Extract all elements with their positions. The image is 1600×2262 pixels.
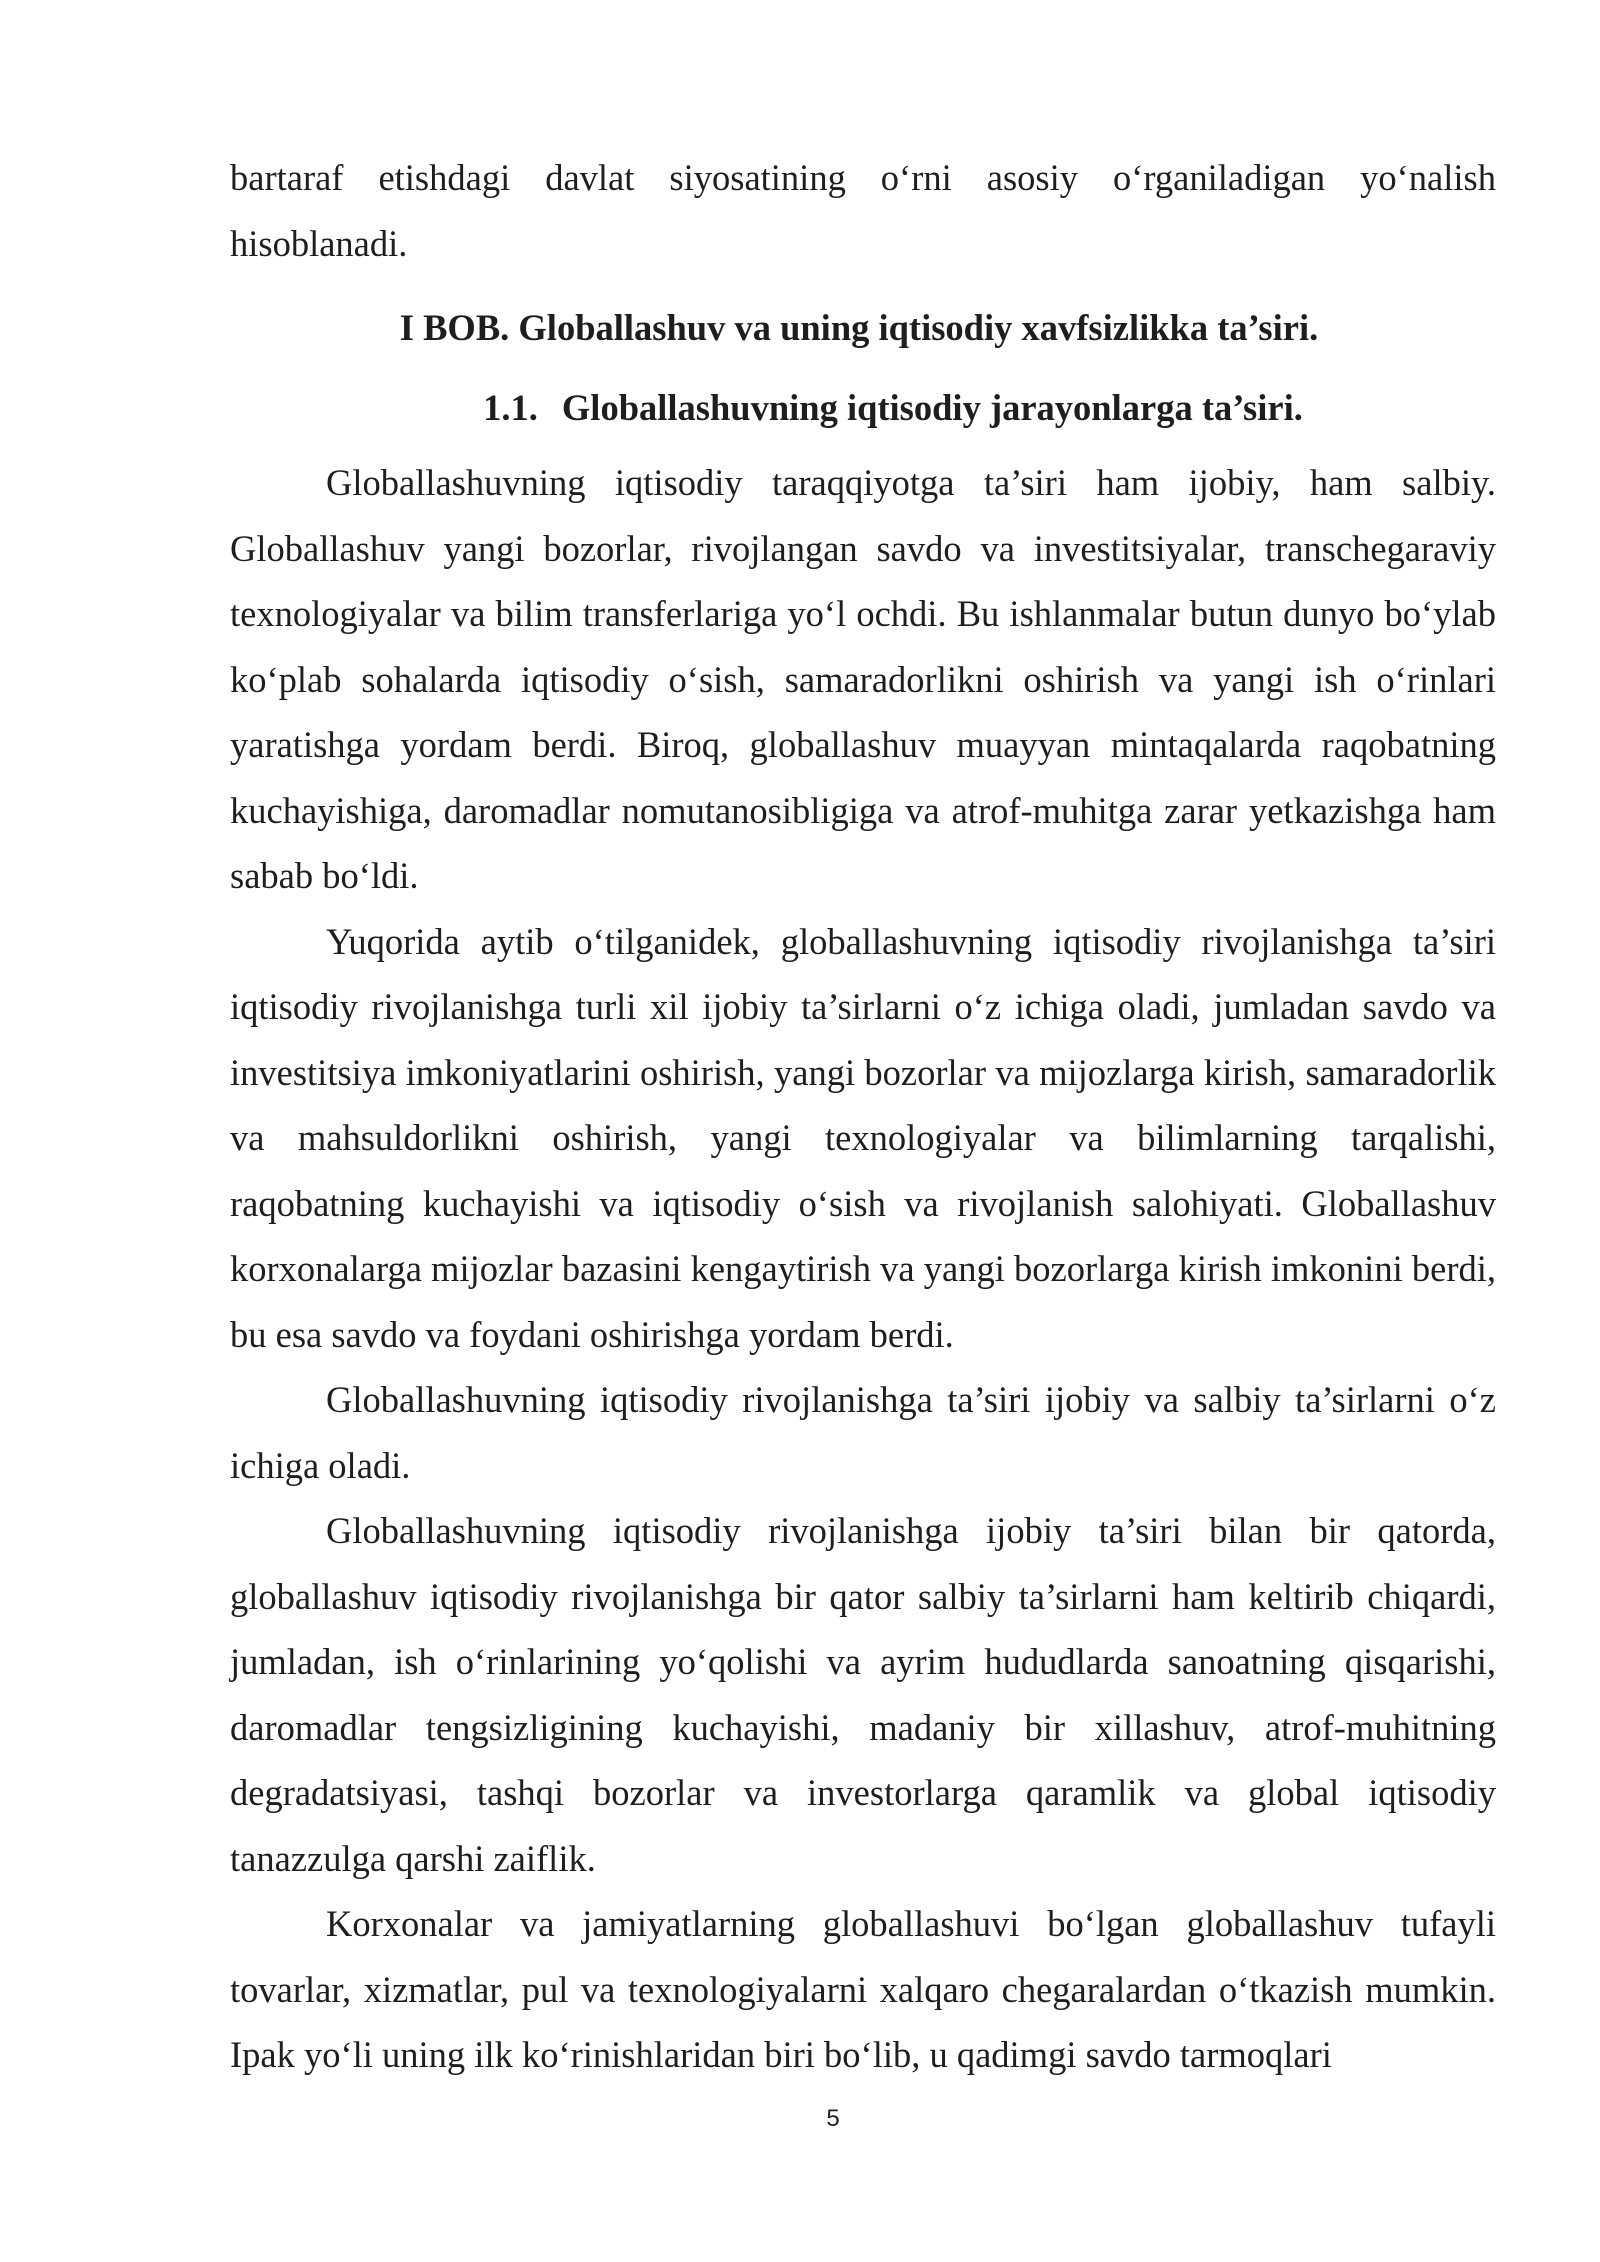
paragraph: Globallashuvning iqtisodiy rivojlanishga ijobiy ta’siri bilan bir qatorda, globallashuv iqtisodiy rivojlanishga bir qator salbiy ta’sirlarni ham keltirib chiqardi, jumladan, ish o‘rinlarining yo‘qolishi va ayrim hududlarda sanoatning qisqarishi, daromadlar tengsizligining kuchayishi, madaniy bir xillashuv, atrof-muhitning degradatsiyasi, tashqi bozorlar va investorlarga qaramlik va global iqtisodiy tanazzulga qarshi zaiflik. bbox=[230, 1510, 1496, 1879]
paragraph: Globallashuvning iqtisodiy taraqqiyotga ta’siri ham ijobiy, ham salbiy. Globallashuv yangi bozorlar, rivojlangan savdo va investitsiyalar, transchegaraviy texnologiyalar va bilim transferlariga yo‘l ochdi. Bu ishlanmalar butun dunyo bo‘ylab ko‘plab sohalarda iqtisodiy o‘sish, samaradorlikni oshirish va yangi ish o‘rinlari yaratishga yordam berdi. Biroq, globallashuv muayyan mintaqalarda raqobatning kuchayishiga, daromadlar nomutanosibligiga va atrof-muhitga zarar yetkazishga ham sabab bo‘ldi. bbox=[230, 462, 1496, 896]
section-heading bbox=[230, 378, 1496, 438]
paragraph: Yuqorida aytib o‘tilganidek, globallashuvning iqtisodiy rivojlanishga ta’siri iqtisodiy rivojlanishga turli xil ijobiy ta’sirlarni o‘z ichiga oladi, jumladan savdo va investitsiya imkoniyatlarini oshirish, yangi bozorlar va mijozlarga kirish, samaradorlik va mahsuldorlikni oshirish, yangi texnologiyalar va bilimlarning tarqalishi, raqobatning kuchayishi va iqtisodiy o‘sish va rivojlanish salohiyati. Globallashuv korxonalarga mijozlar bazasini kengaytirish va yangi bozorlarga kirish imkonini berdi, bu esa savdo va foydani oshirishga yordam berdi. bbox=[230, 920, 1496, 1355]
document-page bbox=[230, 145, 1496, 2088]
paragraph-continuation: bartaraf etishdagi davlat siyosatining o‘rni asosiy o‘rganiladigan yo‘nalish hisoblanadi. bbox=[230, 157, 1496, 264]
paragraph: Korxonalar va jamiyatlarning globallashuvi bo‘lgan globallashuv tufayli tovarlar, xizmatlar, pul va texnologiyalarni xalqaro chegaralardan o‘tkazish mumkin. Ipak yo‘li uning ilk ko‘rinishlaridan biri bo‘lib, u qadimgi savdo tarmoqlari bbox=[230, 1903, 1496, 2075]
paragraph: Globallashuvning iqtisodiy rivojlanishga ta’siri ijobiy va salbiy ta’sirlarni o‘z ichiga oladi. bbox=[230, 1379, 1496, 1486]
chapter-heading: I BOB. Globallashuv va uning iqtisodiy xavfsizlikka ta’siri. bbox=[399, 307, 1319, 348]
section-title: Globallashuvning iqtisodiy jarayonlarga ta’siri. bbox=[561, 387, 1303, 428]
section-number: 1.1. bbox=[483, 387, 538, 428]
page-number: 5 bbox=[826, 2105, 840, 2132]
